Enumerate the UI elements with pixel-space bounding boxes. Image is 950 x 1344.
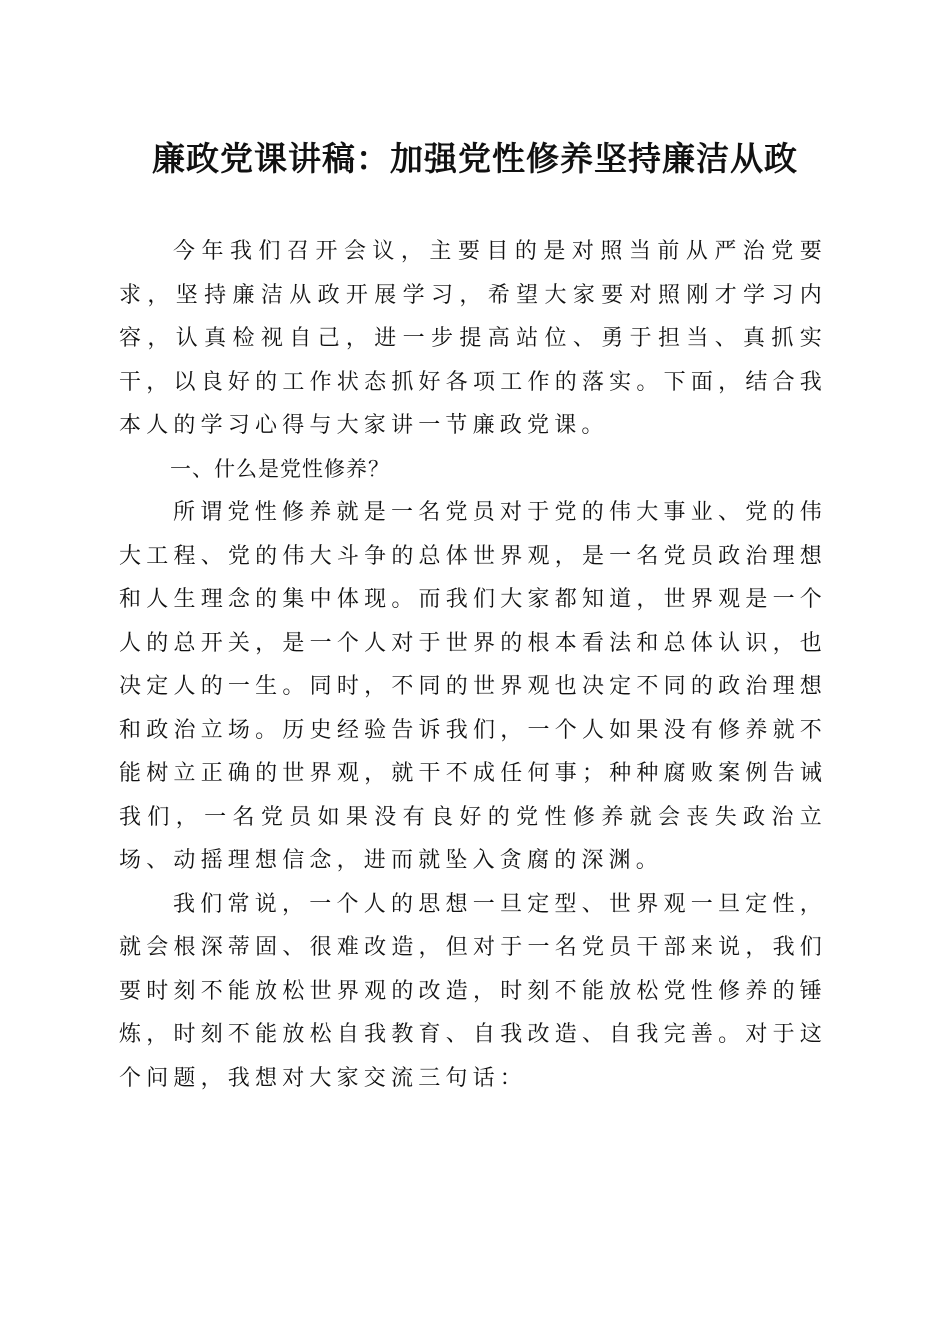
- document-title: 廉政党课讲稿：加强党性修养坚持廉洁从政: [152, 139, 798, 178]
- paragraph-reform: 我们常说，一个人的思想一旦定型、世界观一旦定性，就会根深蒂固、很难改造，但对于一名党员干部来说，我们要时刻不能放松世界观的改造，时刻不能放松党性修养的锤炼，时刻不能放松自我教育、自我改造、自我完善。对于这个问题，我想对大家交流三句话：: [119, 891, 827, 1091]
- document-body: [119, 230, 827, 1100]
- section-heading: 一、什么是党性修养？: [170, 456, 390, 481]
- paragraph-definition: 所谓党性修养就是一名党员对于党的伟大事业、党的伟大工程、党的伟大斗争的总体世界观，是一名党员政治理想和人生理念的集中体现。而我们大家都知道，世界观是一个人的总开关，是一个人对于世界的根本看法和总体认识，也决定人的一生。同时，不同的世界观也决定不同的政治理想和政治立场。历史经验告诉我们，一个人如果没有修养就不能树立正确的世界观，就干不成任何事；种种腐败案例告诫我们，一名党员如果没有良好的党性修养就会丧失政治立场、动摇理想信念，进而就坠入贪腐的深渊。: [119, 500, 827, 873]
- paragraph-intro: 今年我们召开会议，主要目的是对照当前从严治党要求，坚持廉洁从政开展学习，希望大家要对照刚才学习内容，认真检视自己，进一步提高站位、勇于担当、真抓实干，以良好的工作状态抓好各项工作的落实。下面，结合我本人的学习心得与大家讲一节廉政党课。: [119, 239, 827, 438]
